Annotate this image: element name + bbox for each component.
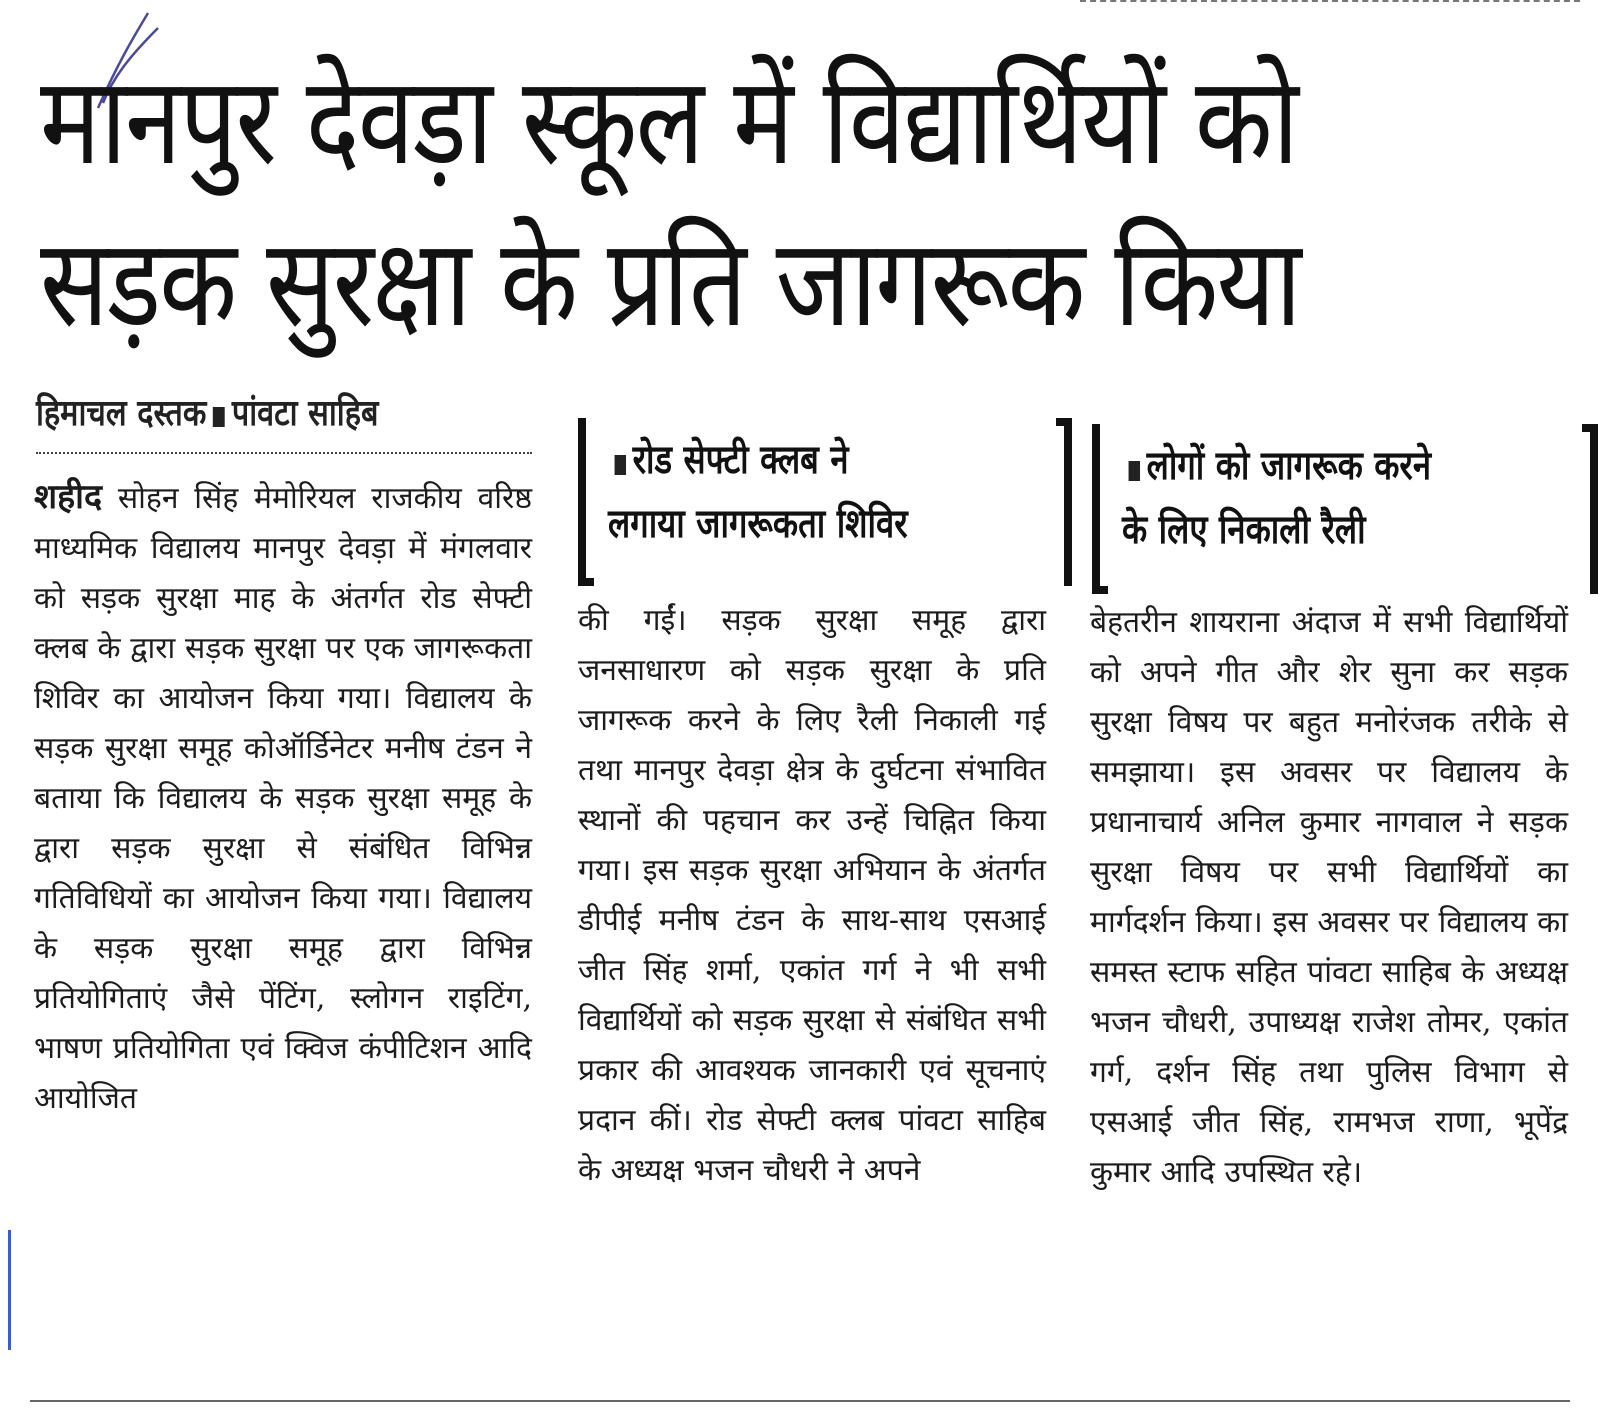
callout-1-text-1: रोड सेफ्टी क्लब ने <box>632 437 849 483</box>
article-column-3: बेहतरीन शायराना अंदाज में सभी विद्यार्थियों को अपने गीत और शेर सुना कर सड़क सुरक्षा विषय पर बहुत मनोरंजक तरीके से समझाया। इस अवसर पर विद्यालय के प्रधानाचार्य अनिल कुमार नागवाल ने सड़क सुरक्षा विषय पर सभी विद्यार्थियों का मार्गदर्शन किया। इस अवसर पर विद्यालय का समस्त स्टाफ सहित पांवटा साहिब के अध्यक्ष भजन चौधरी, उपाध्यक्ष राजेश तोमर, एकांत गर्ग, दर्शन सिंह तथा पुलिस विभाग से एसआई जीत सिंह, रामभज राणा, भूपेंद्र कुमार आदि उपस्थित रहे। <box>1090 605 1568 1190</box>
column-1-text: सोहन सिंह मेमोरियल राजकीय वरिष्ठ माध्यमिक विद्यालय मानपुर देवड़ा में मंगलवार को सड़क सुरक्षा माह के अंतर्गत रोड सेफ्टी क्लब के द्वारा सड़क सुरक्षा पर एक जागरूकता शिविर का आयोजन किया गया। विद्यालय के सड़क सुरक्षा समूह कोऑर्डिनेटर मनीष टंडन ने बताया कि विद्यालय के सड़क सुरक्षा समूह के द्वारा सड़क सुरक्षा से संबंधित विभिन्न गतिविधियों का आयोजन किया गया। विद्यालय के सड़क सुरक्षा समूह द्वारा विभिन्न प्रतियोगिताएं जैसे पेंटिंग, स्लोगन राइटिंग, भाषण प्रतियोगिता एवं क्विज कंपीटिशन आदि आयोजित <box>34 481 532 1116</box>
callout-box-1 <box>578 418 1072 586</box>
byline-location: पांवटा साहिब <box>231 393 379 434</box>
square-bullet-icon <box>1129 461 1140 481</box>
headline-line-2: सड़क सुरक्षा के प्रति जागरूक किया <box>40 212 1300 354</box>
article-column-1 <box>34 472 532 1124</box>
byline-dotted-rule <box>36 452 532 454</box>
square-bullet-icon <box>615 455 626 475</box>
drop-lead-word: शहीद <box>34 477 103 517</box>
callout-2-line-2: के लिए निकाली रैली <box>1122 507 1366 553</box>
callout-1-line-1 <box>608 428 966 492</box>
bottom-rule <box>30 1400 1570 1402</box>
article-column-2: की गईं। सड़क सुरक्षा समूह द्वारा जनसाधारण को सड़क सुरक्षा के प्रति जागरूक करने के लिए रैली निकाली गई तथा मानपुर देवड़ा क्षेत्र के दुर्घटना संभावित स्थानों की पहचान कर उन्हें चिह्नित किया गया। इस सड़क सुरक्षा अभियान के अंतर्गत डीपीई मनीष टंडन के साथ-साथ एसआई जीत सिंह शर्मा, एकांत गर्ग ने भी सभी विद्यार्थियों को सड़क सुरक्षा से संबंधित सभी प्रकार की आवश्यक जानकारी एवं सूचनाएं प्रदान कीं। रोड सेफ्टी क्लब पांवटा साहिब के अध्यक्ष भजन चौधरी ने अपने <box>578 603 1046 1188</box>
byline <box>36 392 461 436</box>
byline-publication: हिमाचल दस्तक <box>36 393 207 434</box>
callout-2-text-1: लोगों को जागरूक करने <box>1146 443 1432 489</box>
callout-1-line-2: लगाया जागरूकता शिविर <box>608 501 908 547</box>
left-edge-mark <box>8 1230 11 1350</box>
headline-line-1: मानपुर देवड़ा स्कूल में विद्यार्थियों को <box>40 50 1298 192</box>
callout-2-line-1 <box>1122 434 1489 498</box>
headline <box>40 40 1310 364</box>
square-bullet-icon <box>213 407 225 427</box>
top-dashed-rule <box>1080 0 1580 10</box>
callout-box-2 <box>1092 424 1598 594</box>
